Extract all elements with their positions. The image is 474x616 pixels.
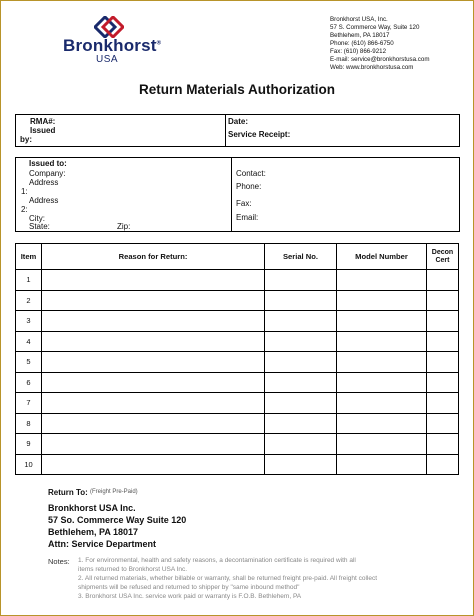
company-label: Company:: [29, 169, 66, 178]
company-email: E-mail: service@bronkhorstusa.com: [330, 56, 430, 63]
return-address-line: Bronkhorst USA Inc.: [48, 503, 136, 513]
company-fax: Fax: (610) 866-9212: [330, 48, 387, 55]
serial-cell[interactable]: [265, 413, 337, 434]
table-row: [16, 454, 459, 475]
item-number: 1: [16, 270, 42, 291]
city-label: City:: [29, 214, 45, 223]
items-table: [15, 243, 459, 475]
item-number: 5: [16, 352, 42, 373]
phone-label: Phone:: [236, 182, 262, 191]
logo-brand: [63, 36, 161, 56]
note-line: 3. Bronkhorst USA Inc. service work paid or warranty is F.O.B. Bethlehem, PA: [78, 593, 302, 600]
reason-cell[interactable]: [42, 434, 265, 455]
table-header-row: [16, 244, 459, 270]
email-label: Email:: [236, 213, 259, 222]
decon-cert-cell[interactable]: [427, 413, 459, 434]
item-number: 2: [16, 290, 42, 311]
table-row: [16, 270, 459, 291]
decon-cert-cell[interactable]: [427, 352, 459, 373]
decon-cert-cell[interactable]: [427, 454, 459, 475]
bronkhorst-logo-icon: [94, 16, 124, 38]
reason-cell[interactable]: [42, 290, 265, 311]
reason-cell[interactable]: [42, 372, 265, 393]
rma-label: RMA#:: [30, 117, 56, 126]
company-web: Web: www.bronkhorstusa.com: [330, 64, 414, 71]
state-label: State:: [29, 222, 50, 231]
logo-brand-text: Bronkhorst: [63, 36, 157, 55]
freight-prepaid-note: (Freight Pre-Paid): [90, 489, 138, 495]
model-column-header: Model Number: [337, 244, 427, 270]
item-number: 10: [16, 454, 42, 475]
fax-label: Fax:: [236, 199, 252, 208]
notes-label: Notes:: [48, 557, 70, 566]
issued-to-box: [15, 157, 460, 232]
serial-column-header: Serial No.: [265, 244, 337, 270]
return-address-line: Attn: Service Department: [48, 539, 157, 549]
serial-cell[interactable]: [265, 270, 337, 291]
issued-by-label: by:: [20, 135, 32, 144]
serial-cell[interactable]: [265, 393, 337, 414]
address1-label: Address: [29, 178, 59, 187]
model-cell[interactable]: [337, 311, 427, 332]
table-row: [16, 434, 459, 455]
decon-cert-cell[interactable]: [427, 311, 459, 332]
serial-cell[interactable]: [265, 331, 337, 352]
model-cell[interactable]: [337, 372, 427, 393]
item-number: 6: [16, 372, 42, 393]
note-line: 2. All returned materials, whether billable or warranty, shall be returned freight pre-paid. All freight collect: [78, 575, 378, 582]
company-name: Bronkhorst USA, Inc.: [330, 16, 388, 23]
reason-cell[interactable]: [42, 454, 265, 475]
issued-label: Issued: [30, 126, 56, 135]
registered-mark: ®: [156, 40, 162, 47]
serial-cell[interactable]: [265, 454, 337, 475]
reason-column-header: Reason for Return:: [42, 244, 265, 270]
reason-cell[interactable]: [42, 270, 265, 291]
zip-label: Zip:: [117, 222, 131, 231]
reason-cell[interactable]: [42, 331, 265, 352]
model-cell[interactable]: [337, 434, 427, 455]
model-cell[interactable]: [337, 290, 427, 311]
table-row: [16, 331, 459, 352]
company-city: Bethlehem, PA 18017: [330, 32, 390, 39]
rma-box: [15, 114, 460, 147]
company-phone: Phone: (610) 866-6750: [330, 40, 394, 47]
issued-to-label: Issued to:: [29, 159, 67, 168]
company-street: 57 S. Commerce Way, Suite 120: [330, 24, 420, 31]
item-column-header: Item: [16, 244, 42, 270]
reason-cell[interactable]: [42, 393, 265, 414]
serial-cell[interactable]: [265, 434, 337, 455]
reason-cell[interactable]: [42, 311, 265, 332]
item-number: 3: [16, 311, 42, 332]
table-row: [16, 311, 459, 332]
table-row: [16, 352, 459, 373]
model-cell[interactable]: [337, 413, 427, 434]
table-row: [16, 393, 459, 414]
reason-cell[interactable]: [42, 413, 265, 434]
contact-label: Contact:: [236, 169, 266, 178]
rma-divider: [225, 115, 226, 146]
decon-cert-cell[interactable]: [427, 393, 459, 414]
item-number: 4: [16, 331, 42, 352]
model-cell[interactable]: [337, 270, 427, 291]
reason-cell[interactable]: [42, 352, 265, 373]
serial-cell[interactable]: [265, 372, 337, 393]
page-title: Return Materials Authorization: [138, 82, 335, 97]
address2-number: 2:: [21, 205, 28, 214]
model-cell[interactable]: [337, 331, 427, 352]
note-line: items returned to Bronkhorst USA Inc.: [78, 566, 188, 573]
service-receipt-label: Service Receipt:: [228, 130, 291, 139]
note-line: shipments will be refused and returned to shipper by "same inbound method": [78, 584, 300, 591]
serial-cell[interactable]: [265, 311, 337, 332]
item-number: 7: [16, 393, 42, 414]
decon-cert-cell[interactable]: [427, 290, 459, 311]
item-number: 9: [16, 434, 42, 455]
table-row: [16, 290, 459, 311]
decon-cert-column-header: Decon Cert: [427, 244, 459, 270]
decon-cert-cell[interactable]: [427, 331, 459, 352]
model-cell[interactable]: [337, 352, 427, 373]
model-cell[interactable]: [337, 454, 427, 475]
decon-cert-cell[interactable]: [427, 270, 459, 291]
date-label: Date:: [228, 117, 249, 126]
table-row: [16, 413, 459, 434]
serial-cell[interactable]: [265, 352, 337, 373]
return-to-label: Return To:: [48, 488, 88, 497]
issued-to-divider: [231, 158, 232, 231]
return-address-line: Bethlehem, PA 18017: [48, 527, 139, 537]
note-line: 1. For environmental, health and safety reasons, a decontamination certificate is required with all: [78, 557, 356, 564]
table-row: [16, 372, 459, 393]
serial-cell[interactable]: [265, 290, 337, 311]
logo-region: USA: [96, 54, 119, 65]
return-address-line: 57 So. Commerce Way Suite 120: [48, 515, 187, 525]
decon-cert-cell[interactable]: [427, 372, 459, 393]
decon-cert-cell[interactable]: [427, 434, 459, 455]
item-number: 8: [16, 413, 42, 434]
address1-number: 1:: [21, 187, 28, 196]
model-cell[interactable]: [337, 393, 427, 414]
address2-label: Address: [29, 196, 59, 205]
